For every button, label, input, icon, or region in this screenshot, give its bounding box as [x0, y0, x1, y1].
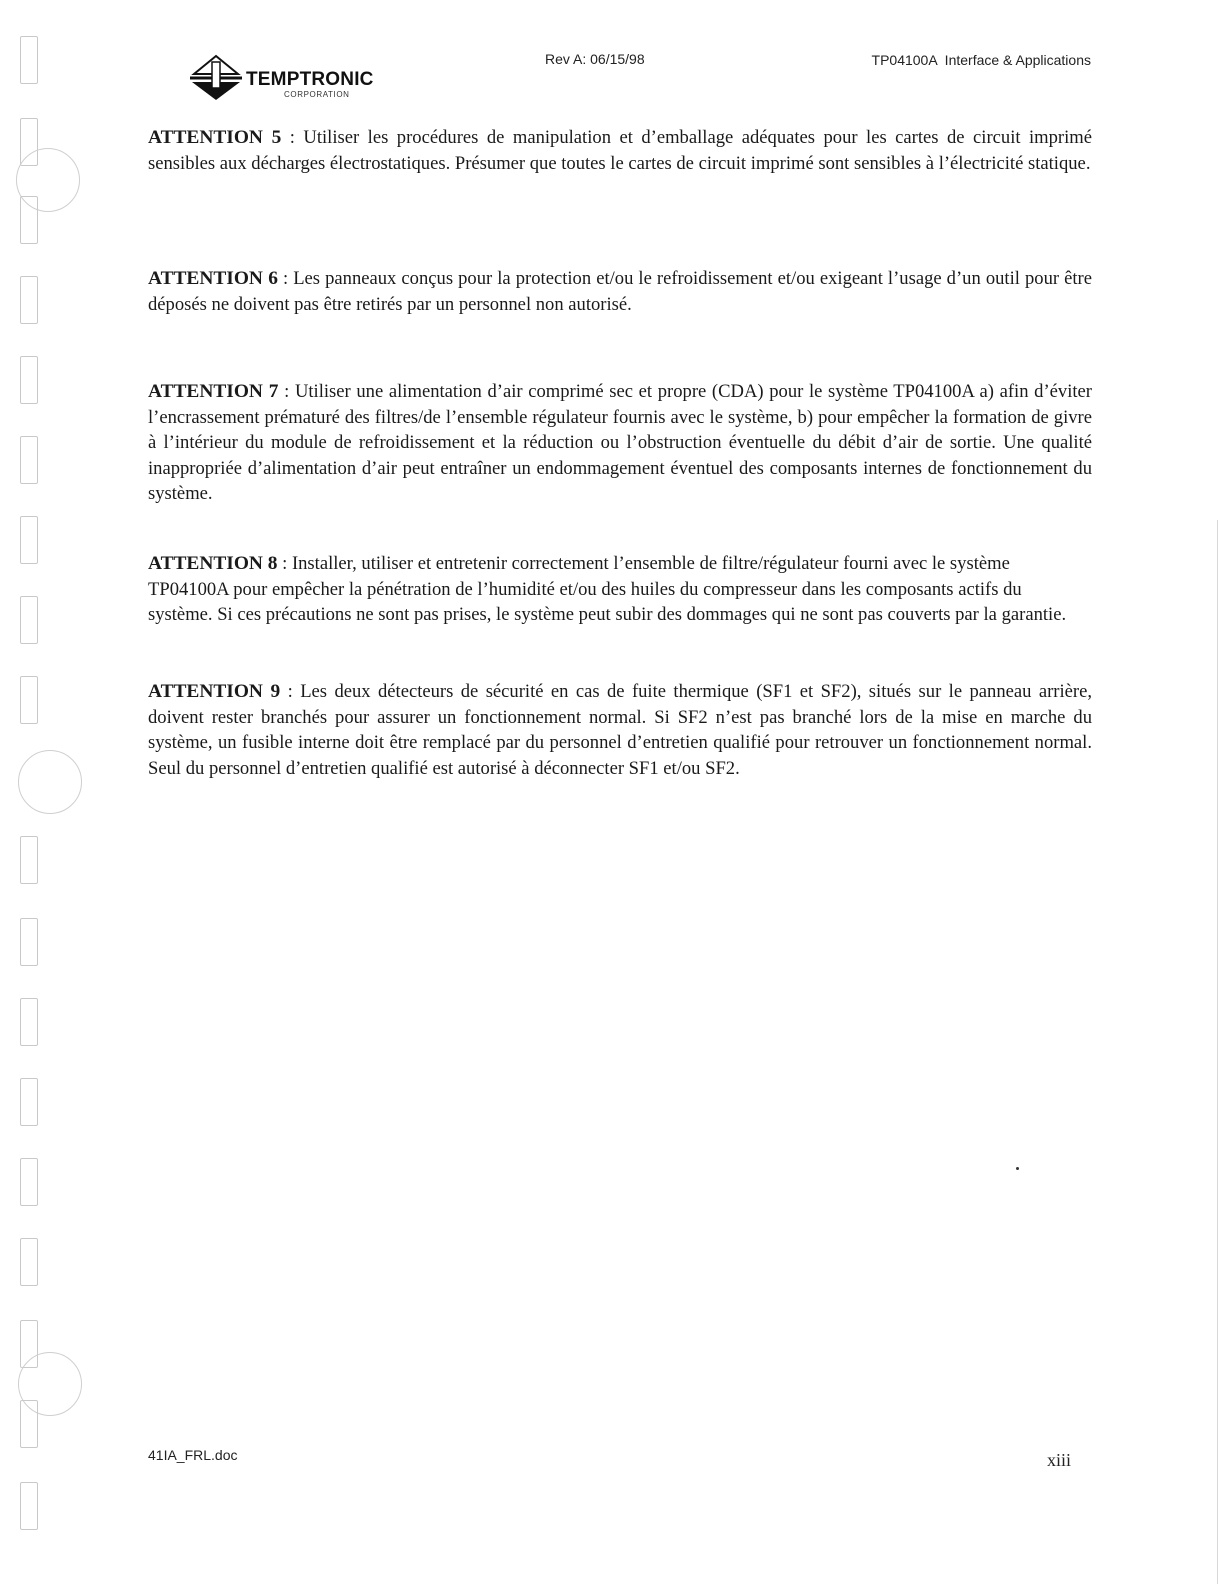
binder-holes — [14, 0, 84, 1584]
attention-5-paragraph — [148, 125, 1092, 176]
binder-hole — [20, 918, 38, 966]
attention-heading: ATTENTION 8 — [148, 553, 278, 574]
attention-9-paragraph — [148, 679, 1092, 781]
attention-8-paragraph — [148, 551, 1078, 628]
binder-hole — [20, 1158, 38, 1206]
binder-hole — [20, 998, 38, 1046]
binder-hole — [20, 836, 38, 884]
logo-name: TEMPTRONIC — [246, 69, 374, 90]
binder-hole — [20, 1400, 38, 1448]
attention-6-paragraph — [148, 266, 1092, 317]
binder-hole — [20, 1482, 38, 1530]
logo-subtitle: CORPORATION — [284, 90, 350, 99]
document-title: TP04100A Interface & Applications — [871, 52, 1091, 68]
page-number: xiii — [1047, 1450, 1072, 1470]
company-logo — [186, 54, 376, 104]
attention-text: : Les deux détecteurs de sécurité en cas de fuite thermique (SF1 et SF2), situés sur le panneau arrière, doivent rester branchés pour assurer un fonctionnement normal. Si SF2 n’est pas branché lors de la mise en marche du système, un fusible interne doit être remplacé par du personnel d’entretien qualifié pour retrouver un fonctionnement normal. Seul du personnel d’entretien qualifié est autorisé à déconnecter SF1 et/ou SF2. — [148, 681, 1092, 779]
binder-hole — [20, 436, 38, 484]
binder-hole — [20, 516, 38, 564]
binder-hole — [20, 1078, 38, 1126]
attention-heading: ATTENTION 9 — [148, 681, 281, 702]
binder-ring — [18, 750, 82, 814]
attention-text: : Utiliser une alimentation d’air comprimé sec et propre (CDA) pour le système TP04100A a) afin d’éviter l’encrassement prématuré des filtres/de l’ensemble régulateur fournis avec le système, b) pour empêcher la formation de givre à l’intérieur du module de refroidissement et la réduction ou l’obstruction éventuelle du débit d’air de sortie. Une qualité inappropriée d’alimentation d’air peut entraîner un endommagement éventuel des composants internes de fonctionnement du système. — [148, 381, 1092, 505]
binder-hole — [20, 36, 38, 84]
revision-label: Rev A: 06/15/98 — [545, 51, 645, 67]
attention-heading: ATTENTION 5 — [148, 127, 282, 148]
attention-heading: ATTENTION 7 — [148, 381, 279, 402]
scan-speck — [1016, 1167, 1019, 1170]
attention-heading: ATTENTION 6 — [148, 268, 278, 289]
footer-filename: 41IA_FRL.doc — [148, 1447, 238, 1463]
temptronic-arrow-logo-icon — [186, 54, 246, 104]
binder-hole — [20, 1238, 38, 1286]
attention-text: : Utiliser les procédures de manipulation et d’emballage adéquates pour les cartes de circuit imprimé sensibles aux décharges électrostatiques. Présumer que toutes le cartes de circuit imprimé sont sensibles à l’électricité statique. — [148, 127, 1092, 174]
page-edge-line — [1217, 520, 1218, 1584]
binder-hole — [20, 276, 38, 324]
attention-text: : Les panneaux conçus pour la protection et/ou le refroidissement et/ou exigeant l’usage d’un outil pour être déposés ne doivent pas être retirés par un personnel non autorisé. — [148, 268, 1092, 315]
binder-hole — [20, 596, 38, 644]
binder-hole — [20, 356, 38, 404]
attention-text: : Installer, utiliser et entretenir correctement l’ensemble de filtre/régulateur fourni avec le système TP04100A pour empêcher la pénétration de l’humidité et/ou des huiles du compresseur dans les composants actifs du système. Si ces précautions ne sont pas prises, le système peut subir des dommages qui ne sont pas couverts par la garantie. — [148, 553, 1067, 626]
binder-hole — [20, 676, 38, 724]
binder-hole — [20, 196, 38, 244]
attention-7-paragraph — [148, 379, 1092, 507]
